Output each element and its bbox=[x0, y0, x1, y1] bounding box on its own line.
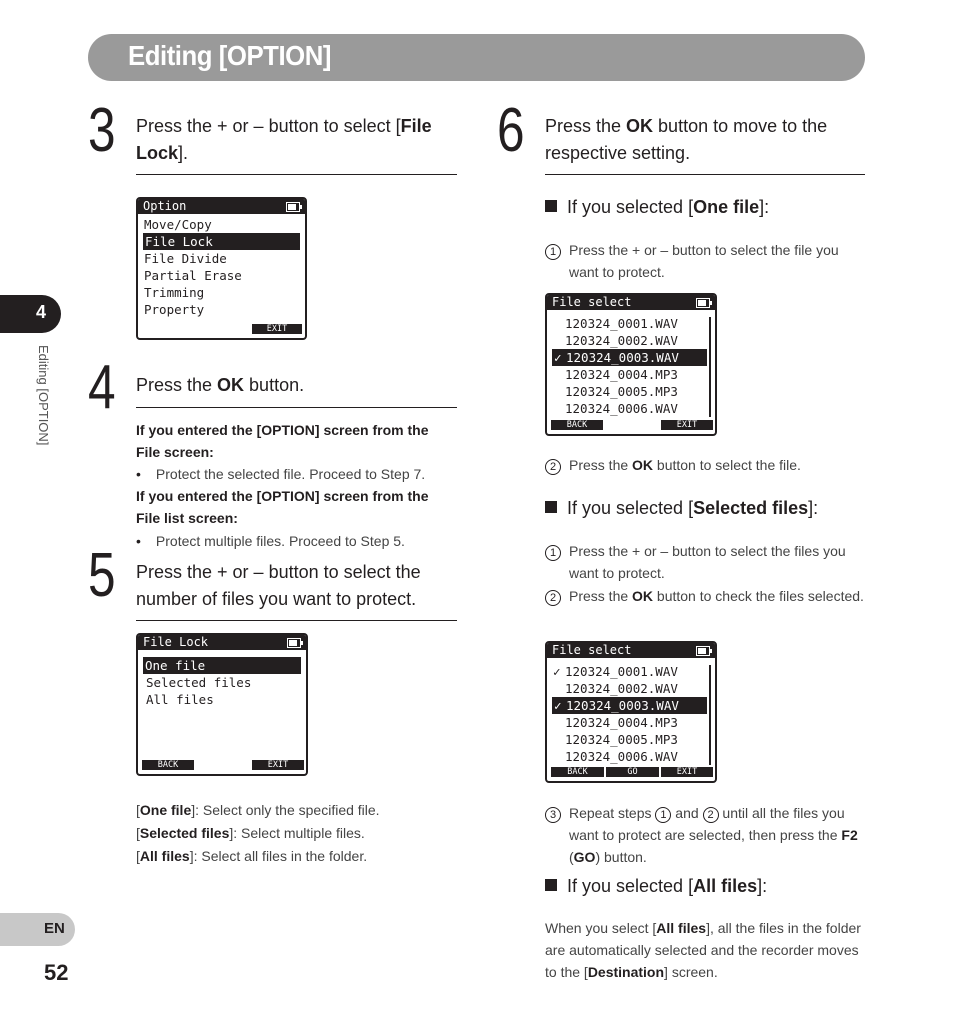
menu-item: Move/Copy bbox=[144, 217, 212, 232]
circle-1: 1 bbox=[545, 543, 561, 561]
step-6-number: 6 bbox=[497, 96, 525, 165]
section-side-label: Editing [OPTION] bbox=[36, 345, 51, 446]
step-4-rule bbox=[136, 407, 457, 408]
file-row: 120324_0004.MP3 bbox=[565, 367, 678, 382]
step-5-rule bbox=[136, 620, 457, 621]
exit-softkey: EXIT bbox=[252, 324, 302, 334]
step-3-rule bbox=[136, 174, 457, 175]
file-row: 120324_0005.MP3 bbox=[565, 732, 678, 747]
file-select-screen-one bbox=[545, 293, 717, 436]
selected-files-sub-3: Repeat steps 1 and 2 until all the files you want to protect are selected, then press the F2 (GO) button. bbox=[569, 805, 858, 865]
file-select-screen-multi bbox=[545, 641, 717, 783]
step-5-text: Press the + or – button to select the number of files you want to protect. bbox=[136, 562, 421, 609]
circle-ref-1: 1 bbox=[655, 807, 671, 823]
section-one-file-heading: If you selected [One file]: bbox=[545, 195, 769, 219]
file-row: 120324_0006.WAV bbox=[565, 401, 678, 416]
step-3-number: 3 bbox=[88, 96, 116, 165]
go-softkey: GO bbox=[606, 767, 659, 777]
file-row-selected: ✓ 120324_0003.WAV bbox=[552, 349, 707, 366]
case-1-title: If you entered the [OPTION] screen from the File screen: bbox=[136, 422, 429, 460]
file-row: 120324_0006.WAV bbox=[565, 749, 678, 764]
circle-2: 2 bbox=[545, 588, 561, 606]
back-softkey: BACK bbox=[551, 420, 603, 430]
checkmark-icon: ✓ bbox=[554, 698, 562, 713]
step-4-text: Press the OK button. bbox=[136, 375, 305, 395]
back-softkey: BACK bbox=[551, 767, 604, 777]
file-lock-screen bbox=[136, 633, 308, 776]
file-row-checked: ✓ 120324_0001.WAV bbox=[553, 664, 678, 679]
file-row-selected: ✓ 120324_0003.WAV bbox=[552, 697, 707, 714]
section-all-files-heading: If you selected [All files]: bbox=[545, 874, 767, 898]
section-selected-files-heading: If you selected [Selected files]: bbox=[545, 496, 818, 520]
page-title: Editing [OPTION] bbox=[128, 40, 331, 71]
one-file-sub-2: Press the OK button to select the file. bbox=[569, 457, 801, 473]
chapter-number: 4 bbox=[36, 302, 47, 322]
exit-softkey: EXIT bbox=[661, 420, 713, 430]
note-all-files: [All files]: Select all files in the folder. bbox=[136, 848, 368, 864]
case-1-bullet: • Protect the selected file. Proceed to Step 7. bbox=[136, 466, 426, 482]
menu-item: File Divide bbox=[144, 251, 227, 266]
exit-softkey: EXIT bbox=[252, 760, 304, 770]
screen-title-bar: File Lock bbox=[138, 635, 306, 650]
battery-icon bbox=[696, 298, 710, 308]
square-bullet-icon bbox=[545, 879, 557, 891]
screen-title-bar: Option bbox=[138, 199, 305, 214]
checkmark-icon: ✓ bbox=[554, 350, 562, 365]
menu-item-selected: File Lock bbox=[143, 233, 300, 250]
circle-1: 1 bbox=[545, 242, 561, 260]
selected-files-sub-1: Press the + or – button to select the files you want to protect. bbox=[569, 543, 846, 581]
battery-icon bbox=[696, 646, 710, 656]
battery-icon bbox=[286, 202, 300, 212]
circle-ref-2: 2 bbox=[703, 807, 719, 823]
menu-item: Trimming bbox=[144, 285, 205, 300]
note-one-file: [One file]: Select only the specified file. bbox=[136, 802, 380, 818]
file-row: 120324_0002.WAV bbox=[565, 333, 678, 348]
battery-icon bbox=[287, 638, 301, 648]
page-number: 52 bbox=[44, 960, 69, 985]
screen-title-bar: File select bbox=[547, 295, 715, 310]
chapter-tab bbox=[0, 295, 61, 333]
menu-item: Property bbox=[144, 302, 205, 317]
option-screen bbox=[136, 197, 307, 340]
screen-title-bar: File select bbox=[547, 643, 715, 658]
circle-3: 3 bbox=[545, 805, 561, 823]
menu-item: All files bbox=[146, 692, 214, 707]
case-2-bullet: • Protect multiple files. Proceed to Step 5. bbox=[136, 533, 405, 549]
step-3-text: Press the + or – button to select [File Lock]. bbox=[136, 116, 432, 163]
all-files-text: When you select [All files], all the files in the folder are automatically selected and the recorder moves to the [Destination] screen. bbox=[545, 920, 861, 980]
exit-softkey: EXIT bbox=[661, 767, 713, 777]
file-row: 120324_0004.MP3 bbox=[565, 715, 678, 730]
note-selected-files: [Selected files]: Select multiple files. bbox=[136, 825, 365, 841]
square-bullet-icon bbox=[545, 501, 557, 513]
case-2-title: If you entered the [OPTION] screen from the File list screen: bbox=[136, 488, 429, 526]
circle-2: 2 bbox=[545, 457, 561, 475]
scrollbar bbox=[709, 665, 711, 765]
menu-item: Partial Erase bbox=[144, 268, 242, 283]
one-file-sub-1: Press the + or – button to select the file you want to protect. bbox=[569, 242, 839, 280]
step-5-number: 5 bbox=[88, 541, 116, 610]
step-4-number: 4 bbox=[88, 353, 116, 422]
square-bullet-icon bbox=[545, 200, 557, 212]
step-6-rule bbox=[545, 174, 865, 175]
menu-item-selected: One file bbox=[143, 657, 301, 674]
back-softkey: BACK bbox=[142, 760, 194, 770]
checkmark-icon: ✓ bbox=[553, 664, 561, 679]
file-row: 120324_0005.MP3 bbox=[565, 384, 678, 399]
file-row: 120324_0001.WAV bbox=[565, 316, 678, 331]
step-6-text: Press the OK button to move to the respective setting. bbox=[545, 116, 828, 163]
selected-files-sub-2: Press the OK button to check the files selected. bbox=[569, 588, 864, 604]
language-label: EN bbox=[44, 920, 65, 937]
menu-item: Selected files bbox=[146, 675, 252, 690]
scrollbar bbox=[709, 317, 711, 417]
file-row: 120324_0002.WAV bbox=[565, 681, 678, 696]
